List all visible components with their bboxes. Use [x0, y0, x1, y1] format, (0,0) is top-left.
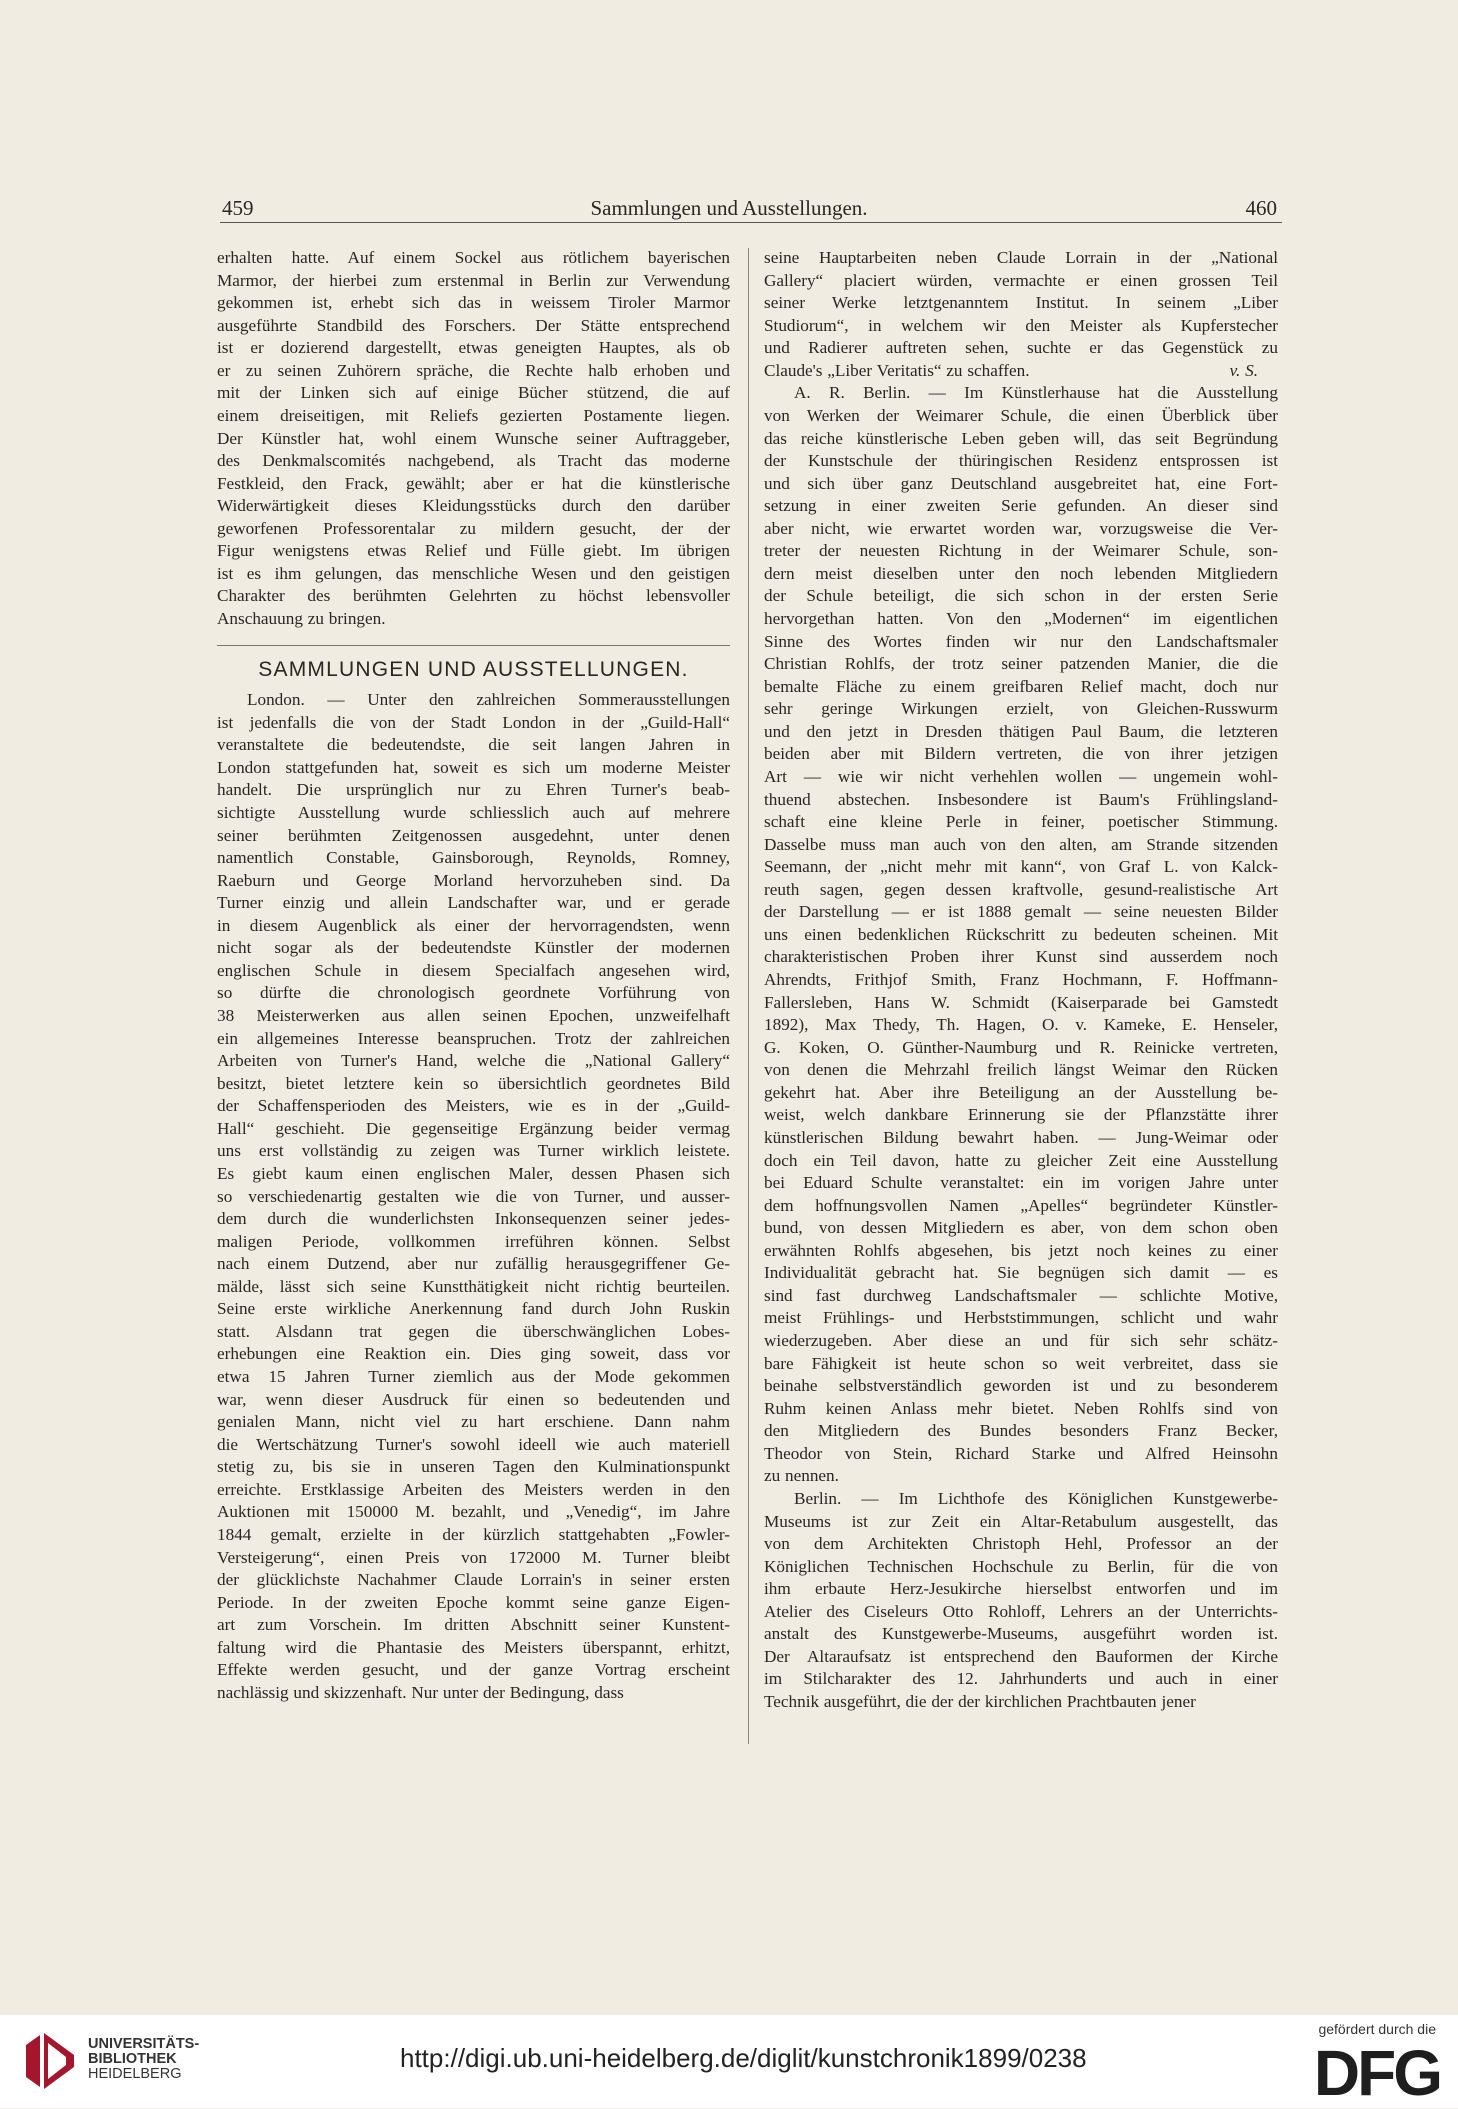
text-line: Dasselbe muss man auch von den alten, am Strande sitzenden: [764, 834, 1278, 854]
text-line: besitzt, bietet letztere kein so übersichtlich geordnetes Bild: [217, 1073, 730, 1093]
text-line: Königlichen Technischen Hochschule zu Berlin, für die von: [764, 1556, 1278, 1576]
university-library-logo-icon: [22, 2031, 77, 2091]
funded-by-caption: gefördert durch die: [1318, 2021, 1436, 2037]
text-line: Berlin. — Im Lichthofe des Königlichen Kunstgewerbe-: [794, 1488, 1278, 1508]
text-line: zu nennen.: [764, 1466, 839, 1486]
text-line: handelt. Die ursprünglich nur zu Ehren Turner's beab-: [217, 780, 730, 800]
text-line: art zum Vorschein. Im dritten Abschnitt seiner Kunstent-: [217, 1615, 730, 1635]
text-line: so dürfte die chronologisch geordnete Vorführung von: [217, 983, 730, 1003]
text-line: faltung wird die Phantasie des Meisters überspannt, erhitzt,: [217, 1637, 730, 1657]
text-line: Individualität gebracht hat. Sie begnügen sich damit — es: [764, 1263, 1278, 1283]
text-line: seiner Werke letztgenanntem Institut. In seinem „Liber: [764, 293, 1278, 313]
text-line: beiden aber mit Bildern vertreten, die von ihrer jetzigen: [764, 744, 1278, 764]
text-line: Technik ausgeführt, die der der kirchlichen Prachtbauten jener: [764, 1692, 1196, 1711]
text-line: der Schaffensperioden des Meisters, wie es in der „Guild-: [217, 1096, 730, 1116]
text-line: Hall“ geschieht. Die gegenseitige Ergänzung beider vermag: [217, 1118, 730, 1138]
text-line: wiederzugeben. Aber diese an und für sich sehr schätz-: [764, 1331, 1278, 1350]
text-line: künstlerischen Bildung bewahrt haben. — Jung-Weimar oder: [764, 1127, 1278, 1147]
right-paragraph-berlin: [764, 1488, 1278, 1714]
footer-bar: [0, 2015, 1458, 2108]
section-rule: [217, 645, 730, 646]
text-line: der Kunstschule der thüringischen Residenz entsprossen ist: [764, 451, 1278, 471]
text-line: statt. Alsdann trat gegen die überschwänglichen Lobes-: [217, 1321, 730, 1341]
text-line: Ahrendts, Frithjof Smith, Franz Hochmann, F. Hoffmann-: [764, 970, 1278, 989]
text-line: A. R. Berlin. — Im Künstlerhause hat die Ausstellung: [794, 383, 1278, 403]
text-line: gekehrt hat. Aber ihre Beteiligung an der Ausstellung be-: [764, 1082, 1278, 1102]
text-line: geworfenen Professorentalar zu mildern gesucht, der der: [217, 518, 730, 538]
right-paragraph-weimar: [764, 382, 1278, 1488]
text-line: von denen die Mehrzahl freilich längst Weimar den Rücken: [764, 1060, 1278, 1080]
text-line: setzung in einer zweiten Serie gefunden. An dieser sind: [764, 496, 1278, 516]
text-line: mälde, lässt sich seine Kunstthätigkeit nicht richtig beurteilen.: [217, 1276, 730, 1296]
header-rule: [220, 222, 1282, 223]
text-line: einem dreiseitigen, mit Reliefs gezierten Postamente liegen.: [217, 405, 730, 425]
text-line: [764, 360, 1278, 383]
text-line: thuend abstechen. Insbesondere ist Baum's Frühlingsland-: [764, 789, 1278, 809]
text-line: Fallersleben, Hans W. Schmidt (Kaiserparade bei Gamstedt: [764, 992, 1278, 1012]
text-line: 1844 gemalt, erzielte in der kürzlich stattgehabten „Fowler-: [217, 1524, 730, 1544]
text-line: Studiorum“, in welchem wir den Meister als Kupferstecher: [764, 315, 1278, 335]
text-line: Der Künstler hat, wohl einem Wunsche seiner Auftraggeber,: [217, 428, 730, 448]
text-line: stetig zu, bis sie in unseren Tagen den Kulminationspunkt: [217, 1457, 730, 1477]
text-line: treter der neuesten Richtung in der Weimarer Schule, son-: [764, 541, 1278, 561]
text-line: Christian Rohlfs, der trotz seiner patzenden Manier, die die: [764, 654, 1278, 674]
text-line: Es giebt kaum einen englischen Maler, dessen Phasen sich: [217, 1163, 730, 1183]
text-line: der Schule beteiligt, die sich schon in der ersten Serie: [764, 586, 1278, 606]
text-line: und Radierer auftreten sehen, suchte er das Gegenstück zu: [764, 338, 1278, 358]
source-url-link[interactable]: http://digi.ub.uni-heidelberg.de/diglit/kunstchronik1899/0238: [400, 2043, 1087, 2073]
text-line: erhalten hatte. Auf einem Sockel aus rötlichem bayerischen: [217, 248, 730, 267]
text-line: des Denkmalscomités nachgebend, als Tracht das moderne: [217, 451, 730, 471]
text-line: Sinne des Wortes finden wir nur den Landschaftsmaler: [764, 631, 1278, 651]
text-line: englischen Schule in diesem Specialfach angesehen wird,: [217, 960, 730, 980]
text-line: erreichte. Erstklassige Arbeiten des Meisters werden in den: [217, 1479, 730, 1499]
text-line-content: Claude's „Liber Veritatis“ zu schaffen.: [764, 360, 1030, 380]
text-line: nicht sogar als der bedeutendste Künstler der modernen: [217, 938, 730, 958]
text-line: uns einen bedenklichen Rückschritt zu bedeuten scheinen. Mit: [764, 924, 1278, 944]
text-line: im Stilcharakter des 12. Jahrhunderts und auch in einer: [764, 1669, 1278, 1689]
text-line: bund, von dessen Mitgliedern es aber, von dem schon oben: [764, 1218, 1278, 1238]
text-line: Gallery“ placiert würden, vermachte er einen grossen Teil: [764, 270, 1278, 290]
text-line: dem durch die wunderlichsten Inkonsequenzen seiner jedes-: [217, 1209, 730, 1229]
text-line: Theodor von Stein, Richard Starke und Alfred Heinsohn: [764, 1443, 1278, 1463]
text-line: sind fast durchweg Landschaftsmaler — schlichte Motive,: [764, 1285, 1278, 1305]
text-line: London stattgefunden hat, soweit es sich um moderne Meister: [217, 757, 730, 777]
text-line: Seemann, der „nicht mehr mit kann“, von Graf L. von Kalck-: [764, 857, 1278, 877]
text-line: der glücklichste Nachahmer Claude Lorrain's in seiner ersten: [217, 1570, 730, 1590]
text-line: doch ein Teil davon, hatte zu gleicher Zeit eine Ausstellung: [764, 1150, 1278, 1170]
text-line: erwähnten Rohlfs abgesehen, bis jetzt noch keines zu einer: [764, 1240, 1278, 1260]
text-line: so verschiedenartig gestalten wie die von Turner, und ausser-: [217, 1186, 730, 1206]
text-line: beinahe selbstverständlich geworden ist und zu besonderem: [764, 1376, 1278, 1396]
text-line: seine Hauptarbeiten neben Claude Lorrain in der „National: [764, 248, 1278, 267]
text-line: ausgeführte Standbild des Forschers. Der Stätte entsprechend: [217, 315, 730, 335]
text-line: gekommen ist, erhebt sich das in weissem Tiroler Marmor: [217, 293, 730, 313]
text-line: Raeburn und George Morland hervorzuheben sind. Da: [217, 870, 730, 890]
text-line: maligen Periode, vollkommen irreführen können. Selbst: [217, 1231, 730, 1251]
text-line: Turner einzig und allein Landschafter war, und er gerade: [217, 893, 730, 913]
right-paragraph-1: [764, 247, 1278, 382]
text-line: von dem Architekten Christoph Hehl, Professor an der: [764, 1534, 1278, 1554]
text-line: bare Fähigkeit ist heute schon so weit verbreitet, dass sie: [764, 1353, 1278, 1373]
university-library-name: UNIVERSITÄTS- BIBLIOTHEK HEIDELBERG: [88, 2036, 200, 2082]
text-line: Art — wie wir nicht verhehlen wollen — ungemein wohl-: [764, 766, 1278, 786]
text-line: ist jedenfalls die von der Stadt London in der „Guild-Hall“: [217, 712, 730, 732]
text-line: von Werken der Weimarer Schule, die einen Überblick über: [764, 405, 1278, 425]
text-line: den Mitgliedern des Bundes besonders Franz Becker,: [764, 1421, 1278, 1441]
text-line: Festkleid, den Frack, gewählt; aber er hat die künstlerische: [217, 473, 730, 493]
text-line: war, wenn dieser Ausdruck für einen so bedeutenden und: [217, 1389, 730, 1409]
text-line: Anschauung zu bringen.: [217, 609, 386, 628]
text-line: schaft eine kleine Perle in feiner, poetischer Stimmung.: [764, 812, 1278, 832]
text-line: ein allgemeines Interesse beanspruchen. Trotz der zahlreichen: [217, 1028, 730, 1048]
text-line: aber nicht, wie erwartet worden war, vorzugsweise die Ver-: [764, 518, 1278, 538]
text-line: dem hoffnungsvollen Namen „Apelles“ begründeter Künstler-: [764, 1195, 1278, 1215]
text-line: Ruhm keinen Anlass mehr bietet. Neben Rohlfs sind von: [764, 1398, 1278, 1418]
text-line: 38 Meisterwerken aus allen seinen Epochen, unzweifelhaft: [217, 1006, 730, 1025]
text-line: weist, welch dankbare Erinnerung sie der Pflanzstätte ihrer: [764, 1105, 1278, 1125]
text-line: 1892), Max Thedy, Th. Hagen, O. v. Kameke, E. Henseler,: [764, 1015, 1278, 1035]
text-line: Periode. In der zweiten Epoche kommt seine ganze Eigen-: [217, 1592, 730, 1612]
text-line: meist Frühlings- und Herbststimmungen, schlicht und wahr: [764, 1308, 1278, 1328]
text-line: ist es ihm gelungen, das menschliche Wesen und den geistigen: [217, 563, 730, 583]
left-paragraph-1: [217, 247, 730, 631]
text-line: Versteigerung“, einen Preis von 172000 M. Turner bleibt: [217, 1547, 730, 1567]
text-line: anstalt des Kunstgewerbe-Museums, ausgeführt worden ist.: [764, 1624, 1278, 1644]
dfg-logo: DFG: [1313, 2037, 1440, 2109]
text-line: die Wertschätzung Turner's sowohl ideell wie auch materiell: [217, 1434, 730, 1454]
text-line: Effekte werden gesucht, und der ganze Vortrag erscheint: [217, 1660, 730, 1680]
page-number-right: 460: [1245, 196, 1277, 220]
text-line: namentlich Constable, Gainsborough, Reynolds, Romney,: [217, 848, 730, 868]
text-line: und sich über ganz Deutschland ausgebreitet hat, eine Fort-: [764, 473, 1278, 493]
text-line: nachlässig und skizzenhaft. Nur unter der Bedingung, dass: [217, 1682, 624, 1702]
text-line: Museums ist zur Zeit ein Altar-Retabulum ausgestellt, das: [764, 1511, 1278, 1531]
text-line: Auktionen mit 150000 M. bezahlt, und „Venedig“, im Jahre: [217, 1502, 730, 1522]
text-line: London. — Unter den zahlreichen Sommerausstellungen: [247, 690, 730, 710]
text-line: sichtigte Ausstellung wurde schliesslich auch auf mehrere: [217, 802, 730, 822]
text-line: erhebungen eine Reaktion ein. Dies ging soweit, dass vor: [217, 1344, 730, 1364]
text-line: sehr geringe Wirkungen erzielt, von Gleichen-Russwurm: [764, 699, 1278, 719]
text-line: Charakter des berühmten Gelehrten zu höchst lebensvoller: [217, 586, 730, 606]
text-line: ihm erbaute Herz-Jesukirche hierselbst entworfen und im: [764, 1579, 1278, 1599]
text-line: charakteristischen Proben ihrer Kunst sind ausserdem noch: [764, 947, 1278, 967]
text-line: er zu seinen Zuhörern spräche, die Rechte halb erhoben und: [217, 360, 730, 380]
text-line: und den jetzt in Dresden thätigen Paul Baum, die letzteren: [764, 721, 1278, 741]
text-line: Seine erste wirkliche Anerkennung fand durch John Ruskin: [217, 1299, 730, 1319]
text-line: Atelier des Ciseleurs Otto Rohloff, Lehrers an der Unterrichts-: [764, 1601, 1278, 1621]
page-number-left: 459: [222, 196, 254, 220]
running-title: Sammlungen und Ausstellungen.: [590, 196, 868, 220]
text-line: uns erst vollständig zu zeigen was Turner wirklich leistete.: [217, 1141, 730, 1161]
text-line: seiner berühmten Zeitgenossen ausgedehnt, unter denen: [217, 825, 730, 845]
text-line: dern meist dieselben unter den noch lebenden Mitgliedern: [764, 563, 1278, 583]
text-line: bei Eduard Schulte veranstaltet: ein im vorigen Jahre unter: [764, 1173, 1278, 1193]
text-line: etwa 15 Jahren Turner ziemlich aus der Mode gekommen: [217, 1367, 730, 1386]
right-column: [764, 247, 1278, 1714]
text-line: hervorgethan hatten. Von den „Modernen“ im eigentlichen: [764, 609, 1278, 628]
text-line: das reiche künstlerische Leben geben will, das seit Begründung: [764, 428, 1278, 448]
text-line: Figur wenigstens etwas Relief und Fülle giebt. Im übrigen: [217, 541, 730, 561]
text-line: bemalte Fläche zu einem greifbaren Relief macht, doch nur: [764, 676, 1278, 696]
text-line: nach einem Dutzend, aber nur zufällig herausgegriffener Ge-: [217, 1254, 730, 1274]
text-line: reuth sagen, gegen dessen kraftvolle, gesund-realistische Art: [764, 879, 1278, 899]
text-line: Widerwärtigkeit dieses Kleidungsstücks durch den darüber: [217, 496, 730, 516]
left-paragraph-london: [217, 689, 730, 1704]
text-line: Der Altaraufsatz ist entsprechend den Bauformen der Kirche: [764, 1646, 1278, 1666]
text-line: Marmor, der hierbei zum erstenmal in Berlin zur Verwendung: [217, 270, 730, 290]
author-signature: v. S.: [1229, 360, 1258, 380]
text-line: mit der Linken sich auf einige Bücher stützend, die auf: [217, 383, 730, 403]
column-divider: [748, 248, 749, 1744]
text-line: G. Koken, O. Günther-Naumburg und R. Reinicke vertreten,: [764, 1037, 1278, 1057]
left-column: [217, 247, 730, 1704]
text-line: in diesem Augenblick als einer der hervorragendsten, wenn: [217, 915, 730, 935]
text-line: veranstaltete die bedeutendste, die seit langen Jahren in: [217, 735, 730, 755]
text-line: der Darstellung — er ist 1888 gemalt — seine neuesten Bilder: [764, 902, 1278, 922]
text-line: ist er dozierend dargestellt, etwas geneigten Hauptes, als ob: [217, 338, 730, 358]
text-line: Arbeiten von Turner's Hand, welche die „National Gallery“: [217, 1051, 730, 1071]
text-line: genialen Mann, nicht viel zu hart erschiene. Dann nahm: [217, 1412, 730, 1432]
section-heading: SAMMLUNGEN UND AUSSTELLUNGEN.: [258, 657, 689, 681]
